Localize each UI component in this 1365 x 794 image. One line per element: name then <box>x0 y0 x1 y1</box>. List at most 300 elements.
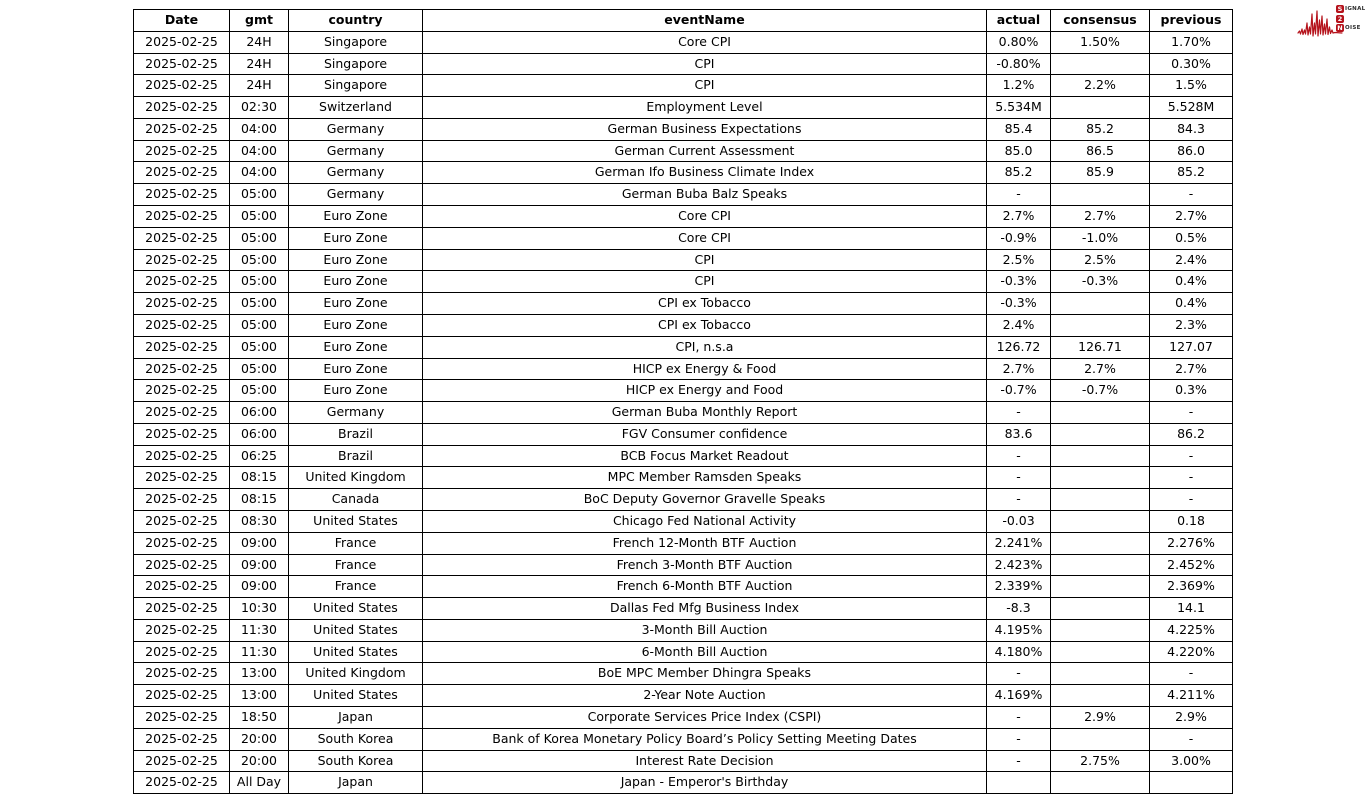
cell-consensus: 85.9 <box>1051 162 1150 184</box>
table-row <box>134 685 1233 707</box>
table-row <box>134 423 1233 445</box>
cell-date: 2025-02-25 <box>134 380 230 402</box>
cell-date: 2025-02-25 <box>134 445 230 467</box>
cell-previous: 86.2 <box>1150 423 1233 445</box>
cell-gmt: 06:00 <box>230 423 289 445</box>
cell-previous: 2.7% <box>1150 358 1233 380</box>
table-row <box>134 402 1233 424</box>
table-row <box>134 532 1233 554</box>
cell-previous: 0.5% <box>1150 227 1233 249</box>
cell-eventname: BoC Deputy Governor Gravelle Speaks <box>423 489 987 511</box>
cell-consensus: 2.7% <box>1051 206 1150 228</box>
cell-actual: 126.72 <box>987 336 1051 358</box>
cell-consensus <box>1051 53 1150 75</box>
cell-previous: 2.276% <box>1150 532 1233 554</box>
cell-country: United States <box>289 685 423 707</box>
cell-date: 2025-02-25 <box>134 598 230 620</box>
cell-eventname: Interest Rate Decision <box>423 750 987 772</box>
cell-gmt: 20:00 <box>230 750 289 772</box>
cell-date: 2025-02-25 <box>134 75 230 97</box>
cell-gmt: 08:30 <box>230 510 289 532</box>
cell-eventname: HICP ex Energy & Food <box>423 358 987 380</box>
table-row <box>134 467 1233 489</box>
cell-previous: 127.07 <box>1150 336 1233 358</box>
cell-consensus <box>1051 728 1150 750</box>
cell-eventname: French 6-Month BTF Auction <box>423 576 987 598</box>
cell-country: Euro Zone <box>289 249 423 271</box>
cell-date: 2025-02-25 <box>134 641 230 663</box>
logo-line-noise <box>1336 24 1365 32</box>
cell-date: 2025-02-25 <box>134 227 230 249</box>
column-header-consensus: consensus <box>1051 10 1150 32</box>
cell-previous: 2.369% <box>1150 576 1233 598</box>
cell-country: Euro Zone <box>289 293 423 315</box>
cell-gmt: 05:00 <box>230 293 289 315</box>
cell-previous: - <box>1150 184 1233 206</box>
table-row <box>134 663 1233 685</box>
cell-consensus: -0.7% <box>1051 380 1150 402</box>
table-row <box>134 445 1233 467</box>
cell-country: France <box>289 576 423 598</box>
cell-eventname: Chicago Fed National Activity <box>423 510 987 532</box>
cell-consensus <box>1051 510 1150 532</box>
cell-eventname: Core CPI <box>423 227 987 249</box>
cell-previous: - <box>1150 445 1233 467</box>
cell-consensus <box>1051 489 1150 511</box>
cell-actual: 2.339% <box>987 576 1051 598</box>
cell-consensus: 85.2 <box>1051 118 1150 140</box>
table-row <box>134 53 1233 75</box>
cell-actual: 4.180% <box>987 641 1051 663</box>
cell-gmt: 13:00 <box>230 685 289 707</box>
cell-eventname: Dallas Fed Mfg Business Index <box>423 598 987 620</box>
cell-previous: - <box>1150 467 1233 489</box>
cell-actual: - <box>987 402 1051 424</box>
cell-previous: 85.2 <box>1150 162 1233 184</box>
cell-actual: -0.9% <box>987 227 1051 249</box>
cell-actual: -0.3% <box>987 271 1051 293</box>
cell-eventname: French 12-Month BTF Auction <box>423 532 987 554</box>
cell-date: 2025-02-25 <box>134 489 230 511</box>
logo-line-2 <box>1336 15 1365 23</box>
column-header-gmt: gmt <box>230 10 289 32</box>
cell-date: 2025-02-25 <box>134 249 230 271</box>
cell-gmt: 05:00 <box>230 227 289 249</box>
table-row <box>134 206 1233 228</box>
column-header-date: Date <box>134 10 230 32</box>
cell-actual: 2.4% <box>987 314 1051 336</box>
cell-eventname: CPI <box>423 249 987 271</box>
cell-consensus <box>1051 685 1150 707</box>
cell-previous: 4.225% <box>1150 619 1233 641</box>
cell-consensus: 2.5% <box>1051 249 1150 271</box>
cell-country: Singapore <box>289 75 423 97</box>
economic-calendar <box>133 9 1233 794</box>
cell-date: 2025-02-25 <box>134 772 230 794</box>
cell-date: 2025-02-25 <box>134 532 230 554</box>
cell-gmt: All Day <box>230 772 289 794</box>
table-row <box>134 772 1233 794</box>
cell-consensus <box>1051 314 1150 336</box>
cell-actual <box>987 772 1051 794</box>
cell-eventname: HICP ex Energy and Food <box>423 380 987 402</box>
cell-consensus: -0.3% <box>1051 271 1150 293</box>
cell-consensus: 2.2% <box>1051 75 1150 97</box>
cell-actual: 85.0 <box>987 140 1051 162</box>
cell-previous: 2.452% <box>1150 554 1233 576</box>
cell-gmt: 09:00 <box>230 576 289 598</box>
cell-gmt: 04:00 <box>230 162 289 184</box>
cell-previous: - <box>1150 728 1233 750</box>
cell-actual: 2.5% <box>987 249 1051 271</box>
cell-gmt: 05:00 <box>230 314 289 336</box>
cell-date: 2025-02-25 <box>134 97 230 119</box>
table-row <box>134 358 1233 380</box>
cell-country: Singapore <box>289 53 423 75</box>
cell-date: 2025-02-25 <box>134 663 230 685</box>
cell-date: 2025-02-25 <box>134 118 230 140</box>
cell-actual: -0.80% <box>987 53 1051 75</box>
cell-gmt: 05:00 <box>230 358 289 380</box>
cell-country: Germany <box>289 184 423 206</box>
cell-gmt: 05:00 <box>230 249 289 271</box>
cell-country: France <box>289 532 423 554</box>
cell-date: 2025-02-25 <box>134 140 230 162</box>
cell-gmt: 11:30 <box>230 641 289 663</box>
cell-country: United Kingdom <box>289 467 423 489</box>
cell-eventname: MPC Member Ramsden Speaks <box>423 467 987 489</box>
logo-line-signal <box>1336 5 1365 13</box>
cell-gmt: 13:00 <box>230 663 289 685</box>
cell-country: Euro Zone <box>289 314 423 336</box>
cell-country: Germany <box>289 162 423 184</box>
logo-rest-ignal: IGNAL <box>1345 6 1365 12</box>
cell-country: United States <box>289 510 423 532</box>
cell-date: 2025-02-25 <box>134 402 230 424</box>
cell-actual: 4.195% <box>987 619 1051 641</box>
cell-eventname: FGV Consumer confidence <box>423 423 987 445</box>
cell-country: United States <box>289 598 423 620</box>
cell-eventname: 2-Year Note Auction <box>423 685 987 707</box>
cell-gmt: 18:50 <box>230 707 289 729</box>
cell-country: Japan <box>289 772 423 794</box>
cell-date: 2025-02-25 <box>134 206 230 228</box>
cell-previous: 1.70% <box>1150 31 1233 53</box>
cell-consensus <box>1051 402 1150 424</box>
cell-date: 2025-02-25 <box>134 423 230 445</box>
cell-previous: 14.1 <box>1150 598 1233 620</box>
cell-consensus <box>1051 467 1150 489</box>
table-row <box>134 598 1233 620</box>
table-row <box>134 184 1233 206</box>
cell-actual: -0.03 <box>987 510 1051 532</box>
cell-consensus: -1.0% <box>1051 227 1150 249</box>
table-body <box>134 31 1233 793</box>
cell-date: 2025-02-25 <box>134 336 230 358</box>
cell-date: 2025-02-25 <box>134 554 230 576</box>
logo-badge-s: S <box>1337 5 1343 13</box>
cell-eventname: German Current Assessment <box>423 140 987 162</box>
cell-gmt: 06:00 <box>230 402 289 424</box>
table-row <box>134 249 1233 271</box>
cell-date: 2025-02-25 <box>134 358 230 380</box>
cell-actual: -0.7% <box>987 380 1051 402</box>
cell-date: 2025-02-25 <box>134 184 230 206</box>
table-row <box>134 31 1233 53</box>
cell-country: Euro Zone <box>289 206 423 228</box>
cell-date: 2025-02-25 <box>134 271 230 293</box>
cell-previous: 2.3% <box>1150 314 1233 336</box>
cell-gmt: 08:15 <box>230 467 289 489</box>
cell-consensus: 2.75% <box>1051 750 1150 772</box>
cell-previous: 4.220% <box>1150 641 1233 663</box>
cell-previous: 1.5% <box>1150 75 1233 97</box>
cell-actual: - <box>987 750 1051 772</box>
column-header-country: country <box>289 10 423 32</box>
cell-eventname: German Buba Balz Speaks <box>423 184 987 206</box>
cell-country: South Korea <box>289 728 423 750</box>
cell-previous: 0.4% <box>1150 293 1233 315</box>
table-row <box>134 641 1233 663</box>
cell-eventname: Corporate Services Price Index (CSPI) <box>423 707 987 729</box>
cell-country: Switzerland <box>289 97 423 119</box>
cell-actual: - <box>987 489 1051 511</box>
cell-eventname: 6-Month Bill Auction <box>423 641 987 663</box>
cell-actual: 2.241% <box>987 532 1051 554</box>
table-row <box>134 314 1233 336</box>
cell-previous <box>1150 772 1233 794</box>
cell-gmt: 09:00 <box>230 532 289 554</box>
table-row <box>134 293 1233 315</box>
signal-2-noise-logo <box>1298 3 1364 45</box>
cell-actual: 4.169% <box>987 685 1051 707</box>
cell-date: 2025-02-25 <box>134 685 230 707</box>
cell-actual: - <box>987 445 1051 467</box>
logo-badge-n: N <box>1337 24 1343 32</box>
cell-actual: - <box>987 663 1051 685</box>
cell-consensus: 2.9% <box>1051 707 1150 729</box>
logo-text <box>1336 5 1365 34</box>
cell-country: Japan <box>289 707 423 729</box>
cell-eventname: German Buba Monthly Report <box>423 402 987 424</box>
cell-country: France <box>289 554 423 576</box>
cell-country: United States <box>289 619 423 641</box>
cell-actual: 1.2% <box>987 75 1051 97</box>
cell-previous: 2.7% <box>1150 206 1233 228</box>
economic-calendar-table <box>133 9 1233 794</box>
cell-country: Germany <box>289 402 423 424</box>
column-header-previous: previous <box>1150 10 1233 32</box>
cell-gmt: 05:00 <box>230 206 289 228</box>
cell-consensus <box>1051 532 1150 554</box>
cell-consensus <box>1051 576 1150 598</box>
cell-gmt: 08:15 <box>230 489 289 511</box>
cell-gmt: 11:30 <box>230 619 289 641</box>
cell-gmt: 20:00 <box>230 728 289 750</box>
cell-country: Euro Zone <box>289 336 423 358</box>
cell-consensus <box>1051 554 1150 576</box>
table-row <box>134 728 1233 750</box>
cell-country: Brazil <box>289 423 423 445</box>
cell-eventname: Japan - Emperor's Birthday <box>423 772 987 794</box>
table-row <box>134 336 1233 358</box>
cell-actual: 0.80% <box>987 31 1051 53</box>
table-row <box>134 750 1233 772</box>
logo-rest-oise: OISE <box>1345 25 1361 31</box>
cell-actual: 2.7% <box>987 358 1051 380</box>
cell-consensus <box>1051 772 1150 794</box>
cell-consensus <box>1051 598 1150 620</box>
cell-date: 2025-02-25 <box>134 162 230 184</box>
cell-country: Germany <box>289 140 423 162</box>
cell-eventname: Bank of Korea Monetary Policy Board’s Policy Setting Meeting Dates <box>423 728 987 750</box>
table-row <box>134 97 1233 119</box>
cell-country: Euro Zone <box>289 358 423 380</box>
cell-eventname: BoE MPC Member Dhingra Speaks <box>423 663 987 685</box>
cell-country: Euro Zone <box>289 227 423 249</box>
cell-gmt: 09:00 <box>230 554 289 576</box>
cell-consensus <box>1051 619 1150 641</box>
table-row <box>134 140 1233 162</box>
cell-date: 2025-02-25 <box>134 750 230 772</box>
cell-eventname: CPI, n.s.a <box>423 336 987 358</box>
table-row <box>134 75 1233 97</box>
cell-eventname: Core CPI <box>423 206 987 228</box>
cell-eventname: CPI <box>423 271 987 293</box>
cell-eventname: French 3-Month BTF Auction <box>423 554 987 576</box>
table-row <box>134 118 1233 140</box>
table-row <box>134 489 1233 511</box>
cell-country: Germany <box>289 118 423 140</box>
cell-actual: 2.423% <box>987 554 1051 576</box>
cell-gmt: 10:30 <box>230 598 289 620</box>
cell-gmt: 04:00 <box>230 118 289 140</box>
table-row <box>134 576 1233 598</box>
cell-previous: 0.30% <box>1150 53 1233 75</box>
cell-previous: 2.9% <box>1150 707 1233 729</box>
cell-country: Euro Zone <box>289 271 423 293</box>
cell-consensus: 1.50% <box>1051 31 1150 53</box>
cell-date: 2025-02-25 <box>134 707 230 729</box>
cell-previous: 5.528M <box>1150 97 1233 119</box>
cell-date: 2025-02-25 <box>134 510 230 532</box>
cell-country: Singapore <box>289 31 423 53</box>
cell-actual: 85.4 <box>987 118 1051 140</box>
cell-eventname: CPI <box>423 53 987 75</box>
cell-eventname: BCB Focus Market Readout <box>423 445 987 467</box>
header-row <box>134 10 1233 32</box>
cell-actual: 2.7% <box>987 206 1051 228</box>
table-row <box>134 707 1233 729</box>
cell-previous: 0.18 <box>1150 510 1233 532</box>
cell-actual: - <box>987 728 1051 750</box>
cell-consensus <box>1051 184 1150 206</box>
cell-eventname: German Business Expectations <box>423 118 987 140</box>
column-header-eventname: eventName <box>423 10 987 32</box>
cell-actual: -0.3% <box>987 293 1051 315</box>
table-row <box>134 510 1233 532</box>
cell-eventname: CPI ex Tobacco <box>423 314 987 336</box>
cell-previous: 2.4% <box>1150 249 1233 271</box>
cell-previous: 0.3% <box>1150 380 1233 402</box>
cell-date: 2025-02-25 <box>134 53 230 75</box>
table-row <box>134 227 1233 249</box>
cell-date: 2025-02-25 <box>134 314 230 336</box>
cell-actual: - <box>987 467 1051 489</box>
cell-date: 2025-02-25 <box>134 619 230 641</box>
cell-date: 2025-02-25 <box>134 31 230 53</box>
cell-gmt: 04:00 <box>230 140 289 162</box>
column-header-actual: actual <box>987 10 1051 32</box>
cell-previous: 84.3 <box>1150 118 1233 140</box>
cell-country: South Korea <box>289 750 423 772</box>
cell-consensus <box>1051 293 1150 315</box>
cell-date: 2025-02-25 <box>134 293 230 315</box>
cell-gmt: 06:25 <box>230 445 289 467</box>
cell-previous: - <box>1150 663 1233 685</box>
cell-actual: - <box>987 184 1051 206</box>
cell-eventname: Core CPI <box>423 31 987 53</box>
cell-country: Canada <box>289 489 423 511</box>
cell-gmt: 05:00 <box>230 380 289 402</box>
cell-consensus <box>1051 641 1150 663</box>
cell-actual: - <box>987 707 1051 729</box>
cell-country: United Kingdom <box>289 663 423 685</box>
cell-consensus <box>1051 423 1150 445</box>
table-row <box>134 380 1233 402</box>
cell-gmt: 05:00 <box>230 271 289 293</box>
cell-previous: - <box>1150 402 1233 424</box>
table-row <box>134 619 1233 641</box>
cell-eventname: Employment Level <box>423 97 987 119</box>
cell-consensus <box>1051 663 1150 685</box>
logo-badge-2: 2 <box>1337 14 1343 23</box>
cell-gmt: 24H <box>230 75 289 97</box>
cell-eventname: CPI ex Tobacco <box>423 293 987 315</box>
cell-eventname: CPI <box>423 75 987 97</box>
cell-actual: 5.534M <box>987 97 1051 119</box>
cell-previous: - <box>1150 489 1233 511</box>
cell-country: United States <box>289 641 423 663</box>
table-row <box>134 271 1233 293</box>
cell-previous: 3.00% <box>1150 750 1233 772</box>
cell-consensus: 126.71 <box>1051 336 1150 358</box>
cell-date: 2025-02-25 <box>134 728 230 750</box>
cell-actual: -8.3 <box>987 598 1051 620</box>
cell-country: Brazil <box>289 445 423 467</box>
cell-eventname: 3-Month Bill Auction <box>423 619 987 641</box>
cell-consensus: 86.5 <box>1051 140 1150 162</box>
cell-eventname: German Ifo Business Climate Index <box>423 162 987 184</box>
cell-gmt: 05:00 <box>230 336 289 358</box>
cell-gmt: 05:00 <box>230 184 289 206</box>
cell-gmt: 24H <box>230 53 289 75</box>
cell-previous: 0.4% <box>1150 271 1233 293</box>
cell-previous: 4.211% <box>1150 685 1233 707</box>
cell-country: Euro Zone <box>289 380 423 402</box>
table-row <box>134 554 1233 576</box>
cell-gmt: 02:30 <box>230 97 289 119</box>
cell-previous: 86.0 <box>1150 140 1233 162</box>
cell-consensus <box>1051 445 1150 467</box>
cell-consensus: 2.7% <box>1051 358 1150 380</box>
cell-actual: 83.6 <box>987 423 1051 445</box>
cell-date: 2025-02-25 <box>134 467 230 489</box>
cell-actual: 85.2 <box>987 162 1051 184</box>
cell-date: 2025-02-25 <box>134 576 230 598</box>
cell-gmt: 24H <box>230 31 289 53</box>
cell-consensus <box>1051 97 1150 119</box>
